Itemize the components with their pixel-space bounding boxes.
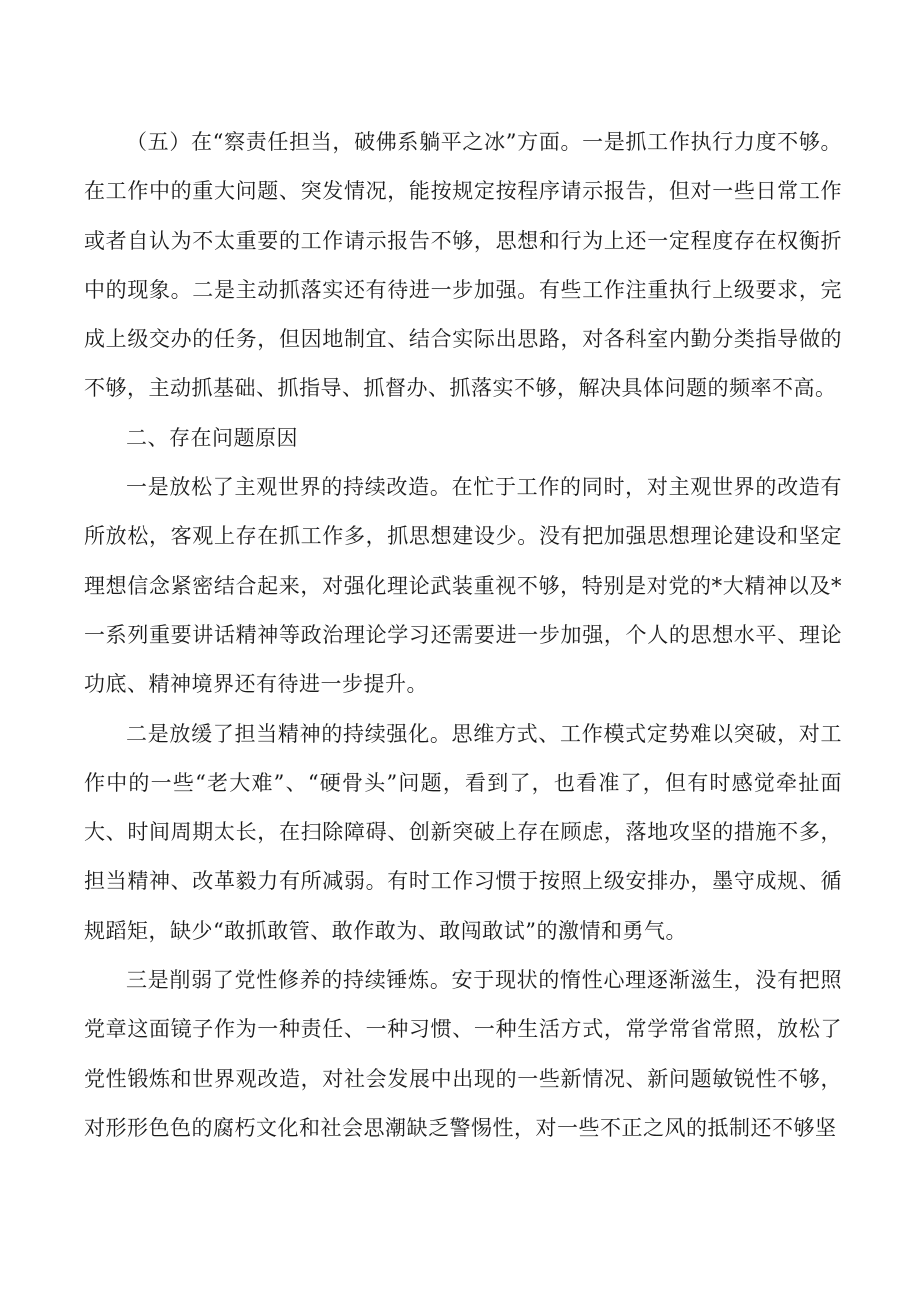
document-body bbox=[84, 118, 842, 1153]
paragraph-cause-one: 一是放松了主观世界的持续改造。在忙于工作的同时，对主观世界的改造有所放松，客观上存在抓工作多，抓思想建设少。没有把加强思想理论建设和坚定理想信念紧密结合起来，对强化理论武装重视不够，特别是对党的*大精神以及*一系列重要讲话精神等政治理论学习还需要进一步加强，个人的思想水平、理论功底、精神境界还有待进一步提升。 bbox=[84, 475, 842, 697]
section-heading-causes: 二、存在问题原因 bbox=[126, 425, 298, 450]
paragraph-cause-three: 三是削弱了党性修养的持续锤炼。安于现状的惰性心理逐渐滋生，没有把照党章这面镜子作为一种责任、一种习惯、一种生活方式，常学常省常照，放松了党性锻炼和世界观改造，对社会发展中出现的一些新情况、新问题敏锐性不够，对形形色色的腐朽文化和社会思潮缺乏警惕性，对一些不正之风的抵制还不够坚 bbox=[84, 968, 842, 1140]
paragraph-section-five: （五）在“察责任担当，破佛系躺平之冰”方面。一是抓工作执行力度不够。在工作中的重大问题、突发情况，能按规定按程序请示报告，但对一些日常工作或者自认为不太重要的工作请示报告不够，思想和行为上还一定程度存在权衡折中的现象。二是主动抓落实还有待进一步加强。有些工作注重执行上级要求，完成上级交办的任务，但因地制宜、结合实际出思路，对各科室内勤分类指导做的不够，主动抓基础、抓指导、抓督办、抓落实不够，解决具体问题的频率不高。 bbox=[84, 130, 842, 401]
paragraph-cause-two: 二是放缓了担当精神的持续强化。思维方式、工作模式定势难以突破，对工作中的一些“老大难”、“硬骨头”问题，看到了，也看准了，但有时感觉牵扯面大、时间周期太长，在扫除障碍、创新突破上存在顾虑，落地攻坚的措施不多，担当精神、改革毅力有所减弱。有时工作习惯于按照上级安排办，墨守成规、循规蹈矩，缺少“敢抓敢管、敢作敢为、敢闯敢试”的激情和勇气。 bbox=[84, 721, 842, 943]
